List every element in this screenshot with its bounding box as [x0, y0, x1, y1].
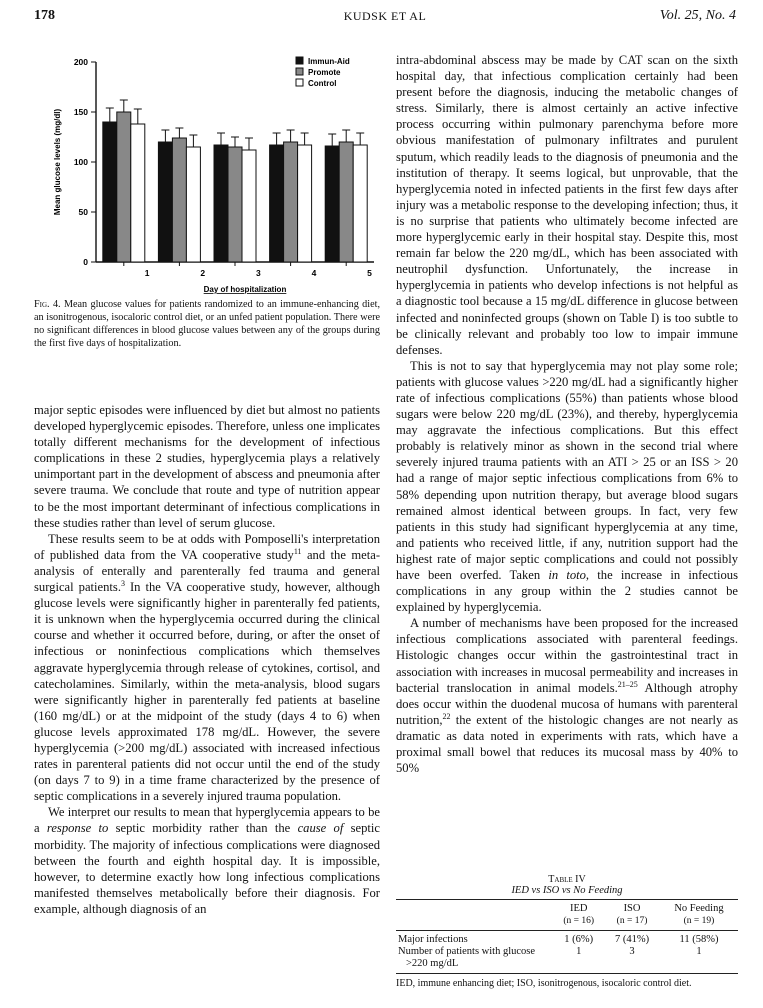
x-axis-label: Day of hospitalization — [203, 285, 287, 294]
bar — [353, 145, 367, 262]
bar — [298, 145, 312, 262]
running-header — [34, 8, 736, 30]
page-number: 178 — [34, 8, 55, 23]
legend-label: Immun-Aid — [308, 57, 350, 66]
legend-swatch — [296, 79, 303, 86]
bar — [339, 142, 353, 262]
text-run: In the VA cooperative study, however, although glucose levels were significantly higher in parenterally fed patients, it is unknown when the hyperglycemia occurred during the clinical course and whether it occurred before, during, or after the onset of infectious or noninfectious complications which themselves aggravate hyperglycemia through release of cytokines, cortisol, and catecholamines. Similarly, within the meta-analysis, blood sugars were significantly higher in parenterally fed patients at baseline (160 mg/dL) or at the midpoint of the study (days 4 to 6) when glucose levels approximated 178 mg/dL. However, the severe hyperglycemia (>200 mg/dL) associated with increased infectious rates in parenteral patients did not occur until the end of the study (on days 7 to 9) in a time frame characterized by the presence of septic complications in a severely injured trauma population. — [34, 580, 380, 804]
caption-label: Fig. 4. — [34, 299, 61, 310]
column-n: (n = 17) — [604, 915, 660, 931]
text-run: We interpret our results to mean that hyperglycemia appears to be a — [34, 805, 380, 836]
bar — [325, 146, 339, 262]
bar — [186, 147, 200, 262]
reference: 11 — [293, 546, 302, 556]
table-cell: 1 (6%) — [564, 934, 594, 945]
paragraph — [396, 358, 738, 616]
bar — [103, 122, 117, 262]
table-iv — [396, 874, 738, 990]
x-tick-label: 3 — [255, 268, 261, 278]
bar — [228, 147, 242, 262]
bar — [158, 142, 172, 262]
x-tick-label: 1 — [144, 268, 150, 278]
y-tick-label: 200 — [73, 57, 88, 67]
paragraph — [34, 804, 380, 917]
text-run: , the increase in infectious complications in any group within the 2 studies cannot be explained by hyperglycemia. — [396, 568, 738, 615]
bar — [131, 124, 145, 262]
table-header-row — [396, 900, 738, 916]
table-n-row — [396, 915, 738, 931]
table-cell: 11 (58%) — [679, 934, 719, 945]
caption-text: Mean glucose values for patients randomized to an immune-enhancing diet, an isonitrogenous, isocaloric control diet, or an unfed patient population. There were no significant differences in blood glucose values between any of the groups during the first five days of hospitalization. — [34, 299, 380, 349]
table-cell: 7 (41%) — [614, 934, 650, 945]
paragraph: intra-abdominal abscess may be made by CAT scan on the sixth hospital day, that infectious complication certainly had been present before the diagnosis, inducing the metabolic changes of stress. Similarly, there is almost certainly an active infective process occurring within pulmonary parenchyma before more obvious manifestation of pulmonary infiltrates and purulent sputum, which readily leads to the diagnosis of pneumonia and the institution of therapy. It seems logical, but unprovable, that the hyperglycemia noted in infected patients in the first few days after injury was a metabolic response to the developing infection; thus, it is no surprise that patients who ultimately become infected are more hyperglycemic early in their hospital stay. Despite this, most remain far below the 220 mg/dL, which has been associated with neutrophil dysfunction. Unfortunately, the increase in hyperglycemia in patients who develop infections is not helpful as a diagnostic tool because a 15 mg/dL difference in glucose between infected and noninfected groups (shown on Table I) is too subtle to be clinically relevant and probably too low to impair immune defenses. — [396, 53, 738, 357]
table-cell: 1 — [576, 946, 582, 957]
text-run: septic morbidity rather than the — [108, 821, 298, 836]
reference: 3 — [120, 578, 125, 588]
text-run: and the meta-analysis of enterally and parenterally fed trauma and general surgical patients. — [34, 547, 381, 595]
y-axis-label: Mean glucose levels (mg/dl) — [53, 108, 62, 216]
table-caption: Table IV — [548, 874, 586, 885]
paragraph: major septic episodes were influenced by diet but almost no patients developed hyperglycemic episodes. Therefore, unless one implicates totally different mechanisms for the development of infectious complications in these 2 studies, hyperglycemia plays a relatively unimportant part in the development of abscess and pneumonia after severe trauma. We conclude that route and type of nutrition appear to be the most important determinant of infectious complications in these studies rather than level of serum glucose. — [34, 403, 380, 530]
table-subtitle: IED vs ISO vs No Feeding — [511, 885, 623, 896]
y-tick-label: 150 — [73, 107, 88, 117]
legend-swatch — [296, 57, 303, 64]
y-tick-label: 0 — [83, 257, 88, 267]
paragraph — [34, 531, 380, 805]
glucose-bar-chart — [34, 48, 380, 294]
table-row — [396, 958, 738, 974]
reference: 22 — [442, 711, 451, 721]
column-n: (n = 19) — [660, 915, 738, 931]
table-row — [396, 931, 738, 947]
paragraph — [396, 615, 738, 776]
data-table — [396, 899, 738, 974]
y-tick-label: 100 — [73, 157, 88, 167]
table-row — [396, 946, 738, 958]
reference: 21–25 — [617, 679, 638, 689]
bar — [172, 138, 186, 262]
bar — [214, 145, 228, 262]
x-tick-label: 5 — [367, 268, 372, 278]
text-run: the extent of the histologic changes are not nearly as dramatic as data noted in experiments with rats, which have a proximal small bowel that reduces its mucosal mass by 40% to 50% — [396, 712, 738, 776]
table-cell: 3 — [629, 946, 635, 957]
x-tick-label: 2 — [200, 268, 206, 278]
table-footnote: IED, immune enhancing diet; ISO, isonitrogenous, isocaloric control diet. — [396, 978, 692, 989]
text-run: A number of mechanisms have been proposed for the increased infectious complications associated with parenteral feedings. Histologic changes occur within the gastrointestinal tract in association with increases in mucosal permeability and increases in bacterial translocation in animal models. — [396, 616, 738, 695]
row-label: Number of patients with glucose — [398, 946, 536, 957]
left-column — [34, 402, 380, 917]
table-cell: 1 — [696, 946, 702, 957]
bar — [117, 112, 131, 262]
x-tick-label: 4 — [311, 268, 317, 278]
text-run: These results seem to be at odds with Pomposelli's interpretation of published data from the VA cooperative study — [34, 531, 380, 562]
figure-caption — [34, 298, 380, 350]
emphasis: response to — [46, 821, 109, 836]
emphasis: in toto — [548, 568, 586, 582]
emphasis: cause of — [297, 821, 344, 836]
bar — [270, 145, 284, 262]
column-n: (n = 16) — [553, 915, 604, 931]
bar — [242, 150, 256, 262]
figure-4 — [34, 48, 380, 294]
right-column — [396, 52, 738, 776]
column-header: ISO — [604, 900, 660, 916]
column-header: No Feeding — [660, 900, 738, 916]
text-run: Although atrophy does occur within the duodenal mucosa of humans with parenteral nutrition, — [396, 680, 738, 727]
bar — [284, 142, 298, 262]
y-tick-label: 50 — [78, 207, 88, 217]
legend-swatch — [296, 68, 303, 75]
volume-info: Vol. 25, No. 4 — [659, 8, 736, 23]
text-run: septic morbidity. The majority of infectious complications were diagnosed between the fourth and eighth hospital day. It is impossible, however, to determine exactly how long infectious complications manifested themselves metabolically before their diagnosis. For example, although diagnosis of an — [34, 821, 380, 916]
legend-label: Control — [308, 79, 337, 88]
legend-label: Promote — [308, 68, 341, 77]
row-label-continued: >220 mg/dL — [396, 958, 553, 974]
row-label: Major infections — [398, 934, 468, 945]
column-header: IED — [553, 900, 604, 916]
text-run: This is not to say that hyperglycemia may not play some role; patients with glucose values >220 mg/dL had a significantly higher rate of infectious complications (55%) than patients whose blood sugars were below 220 mg/dL (23%), and thereby, hyperglycemia may aggravate the infectious complications. But this effect probably is relatively minor as shown in the second trial where severely injured trauma patients with an ATI > 25 or an ISS > 20 had a range of major septic infectious complications from 6% to 58% depending upon nutrition therapy, but average blood sugars remained almost identical between groups. In fact, very few patients in this study had significant hyperglycemia at any time, and patients who received little, if any, nutrition support had the highest rate of major septic complications and could not possibly have been overfed. Taken — [396, 358, 738, 582]
running-authors: KUDSK ET AL — [343, 9, 427, 23]
